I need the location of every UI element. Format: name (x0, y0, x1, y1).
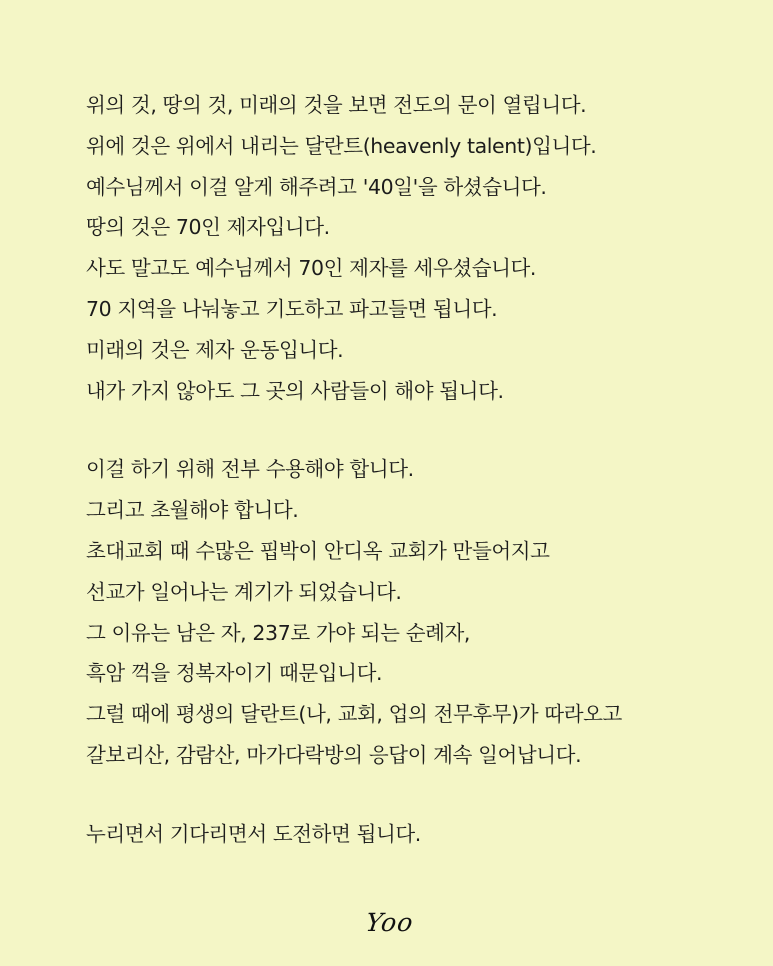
signature: Yoo (363, 908, 416, 937)
text-line: 사도 말고도 예수님께서 70인 제자를 세우셨습니다. (86, 256, 537, 281)
text-line: 미래의 것은 제자 운동입니다. (86, 337, 344, 362)
text-line: 그 이유는 남은 자, 237로 가야 되는 순례자, (86, 620, 471, 645)
paragraph-3 (86, 814, 746, 855)
paragraph-1 (86, 85, 746, 411)
document-body (86, 85, 746, 855)
text-line: 70 지역을 나눠놓고 기도하고 파고들면 됩니다. (86, 296, 498, 321)
text-line: 갈보리산, 감람산, 마가다락방의 응답이 계속 일어납니다. (86, 742, 582, 767)
text-line: 위에 것은 위에서 내리는 달란트(heavenly talent)입니다. (86, 133, 597, 158)
text-line: 예수님께서 이걸 알게 해주려고 '40일'을 하셨습니다. (86, 174, 547, 199)
text-line: 그럴 때에 평생의 달란트(나, 교회, 업의 전무후무)가 따라오고 (86, 702, 622, 727)
text-line: 이걸 하기 위해 전부 수용해야 합니다. (86, 457, 414, 482)
text-line: 초대교회 때 수많은 핍박이 안디옥 교회가 만들어지고 (86, 538, 550, 563)
paragraph-2 (86, 449, 746, 775)
text-line: 그리고 초월해야 합니다. (86, 498, 299, 523)
text-line: 땅의 것은 70인 제자입니다. (86, 215, 330, 240)
text-line: 누리면서 기다리면서 도전하면 됩니다. (86, 821, 421, 846)
text-line: 선교가 일어나는 계기가 되었습니다. (86, 579, 402, 604)
text-line: 흑암 꺽을 정복자이기 때문입니다. (86, 661, 383, 686)
text-line: 위의 것, 땅의 것, 미래의 것을 보면 전도의 문이 열립니다. (86, 93, 587, 117)
text-line: 내가 가지 않아도 그 곳의 사람들이 해야 됩니다. (86, 378, 504, 403)
